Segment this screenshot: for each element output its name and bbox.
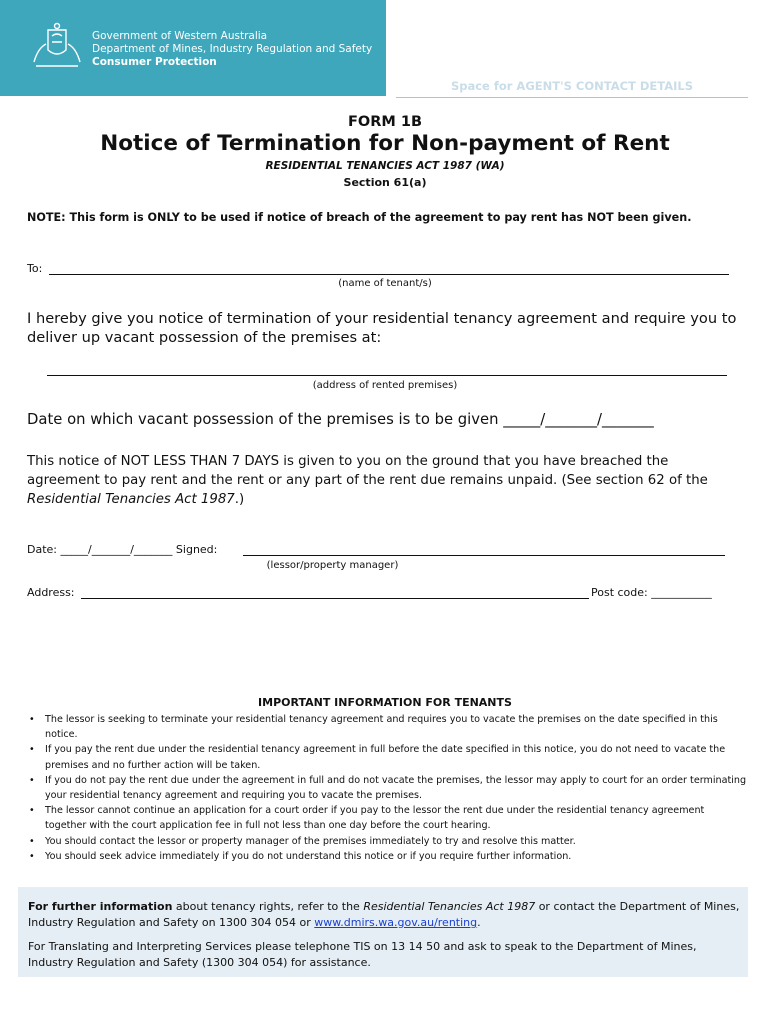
- postcode-label: Post code:: [591, 586, 648, 599]
- ground-paragraph: [27, 452, 727, 509]
- postcode-field[interactable]: ___________: [651, 586, 712, 599]
- date-label: Date:: [27, 543, 57, 556]
- bullet-icon: •: [29, 774, 35, 786]
- list-item: [27, 773, 747, 803]
- gov-line-3: Consumer Protection: [92, 56, 217, 68]
- premises-address-caption: (address of rented premises): [312, 380, 458, 391]
- date-signed-row: [27, 543, 217, 556]
- list-item-text: The lessor is seeking to terminate your residential tenancy agreement and requires you to vacate the premises on the date specified in this notice.: [45, 714, 718, 741]
- vacant-date-field[interactable]: _____/_______/_______: [503, 411, 654, 428]
- postcode-row: [591, 586, 712, 599]
- list-item-text: The lessor cannot continue an application for a court order if you pay to the lessor the rent due under the residential tenancy agreement together with the court application fee in full not less than one day before the court hearing.: [45, 805, 705, 832]
- list-item: [27, 712, 747, 742]
- further-info-paragraph: [28, 899, 740, 931]
- signed-label: Signed:: [175, 543, 218, 556]
- vacant-date-label: Date on which vacant possession of the premises is to be given: [27, 411, 499, 428]
- to-label: To:: [27, 262, 43, 275]
- ground-text: This notice of NOT LESS THAN 7 DAYS is given to you on the ground that you have breached the agreement to pay rent and the rent or any part of the rent due remains unpaid. (See section 62 of the: [27, 454, 708, 488]
- vacant-possession-date: [27, 411, 654, 428]
- address-field[interactable]: [81, 598, 589, 599]
- gov-line-2: Department of Mines, Industry Regulation and Safety: [92, 43, 373, 55]
- further-info-act-name: Residential Tenancies Act 1987: [363, 900, 536, 913]
- list-item: [27, 834, 747, 849]
- further-info-text-3: .: [477, 916, 481, 929]
- important-info-list: [27, 712, 747, 864]
- section-reference: Section 61(a): [343, 176, 427, 189]
- tenant-name-field[interactable]: [49, 274, 729, 275]
- tenant-name-caption: (name of tenant/s): [338, 278, 432, 289]
- list-item-text: You should contact the lessor or property manager of the premises immediately to try and resolve this matter.: [45, 835, 576, 847]
- premises-address-field[interactable]: [47, 375, 727, 376]
- tis-paragraph: For Translating and Interpreting Services please telephone TIS on 13 14 50 and ask to speak to the Department of Mines, Industry Regulation and Safety (1300 304 054) for assistance.: [28, 940, 697, 969]
- ground-tail: .): [234, 492, 245, 507]
- signature-field[interactable]: [243, 555, 725, 556]
- government-identity: [92, 30, 372, 69]
- signature-caption: (lessor/property manager): [266, 560, 399, 571]
- further-info-text-2: or contact the Department of Mines, Industry Regulation and Safety on 1300 304 054 or: [28, 900, 740, 929]
- ground-act-name: Residential Tenancies Act 1987: [27, 492, 235, 507]
- agent-contact-space[interactable]: Space for AGENT'S CONTACT DETAILS: [396, 79, 748, 98]
- list-item: [27, 803, 747, 833]
- address-label: Address:: [27, 586, 75, 599]
- further-info-lead: For further information: [28, 900, 173, 913]
- list-item-text: You should seek advice immediately if you do not understand this notice or if you require further information.: [45, 850, 572, 862]
- further-info-text-1: about tenancy rights, refer to the: [172, 900, 364, 913]
- bullet-icon: •: [29, 714, 35, 725]
- important-info-heading: IMPORTANT INFORMATION FOR TENANTS: [258, 696, 512, 709]
- form-number: FORM 1B: [347, 114, 422, 130]
- list-item: [27, 849, 747, 864]
- bullet-icon: •: [29, 850, 35, 862]
- dmirs-renting-link[interactable]: www.dmirs.wa.gov.au/renting: [314, 916, 478, 929]
- bullet-icon: •: [29, 805, 35, 817]
- bullet-icon: •: [29, 835, 35, 847]
- date-field[interactable]: _____/_______/_______: [60, 543, 173, 556]
- wa-coat-of-arms-logo: [28, 22, 86, 72]
- act-reference: RESIDENTIAL TENANCIES ACT 1987 (WA): [265, 160, 505, 172]
- gov-line-1: Government of Western Australia: [92, 30, 268, 42]
- list-item-text: If you do not pay the rent due under the agreement in full and do not vacate the premises, the lessor may apply to court for an order terminating your residential tenancy agreement and requiring you to vacate the premises.: [45, 774, 747, 802]
- list-item: [27, 742, 747, 772]
- form-title: Notice of Termination for Non-payment of Rent: [100, 131, 670, 156]
- usage-note: NOTE: This form is ONLY to be used if notice of breach of the agreement to pay rent has NOT been given.: [27, 211, 692, 224]
- list-item-text: If you pay the rent due under the residential tenancy agreement in full before the date specified in this notice, you do not need to vacate the premises and no further action will be taken.: [45, 744, 726, 771]
- bullet-icon: •: [29, 744, 35, 756]
- notice-paragraph: I hereby give you notice of termination of your residential tenancy agreement and require you to deliver up vacant possession of the premises at:: [27, 310, 737, 346]
